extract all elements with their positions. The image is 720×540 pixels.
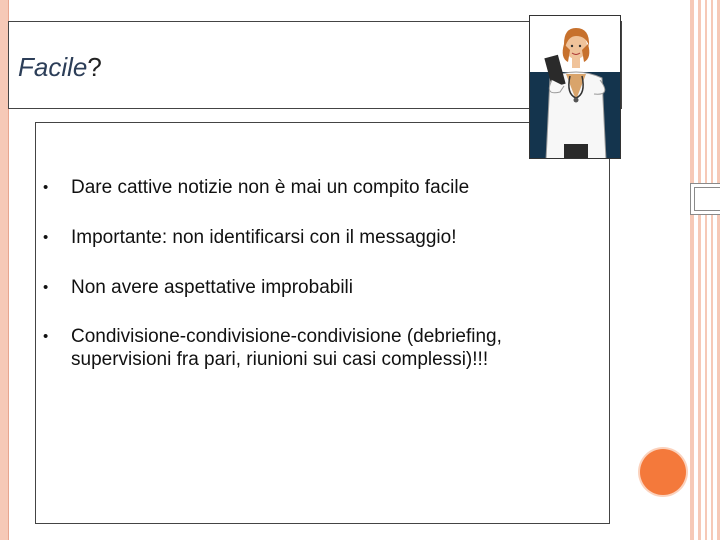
stripe xyxy=(698,0,701,540)
stripe xyxy=(705,0,707,540)
right-decorative-stripes xyxy=(690,0,720,540)
left-decorative-rail xyxy=(0,0,8,540)
title-italic: Facile xyxy=(18,52,88,82)
bullet-item xyxy=(43,325,603,371)
bullet-marker: • xyxy=(43,279,49,296)
right-decorative-box-inner xyxy=(694,187,720,211)
bullet-item xyxy=(43,226,603,249)
orange-circle-decoration xyxy=(640,449,686,495)
bullet-text: Importante: non identificarsi con il messaggio! xyxy=(71,227,457,248)
bullet-marker: • xyxy=(43,229,49,246)
stripe xyxy=(711,0,713,540)
bullet-text: Dare cattive notizie non è mai un compito facile xyxy=(71,177,470,198)
title-suffix: ? xyxy=(87,52,102,82)
bullet-text: Condivisione-condivisione-condivisione (debriefing, supervisioni fra pari, riunioni sui casi complessi)!!! xyxy=(71,326,502,370)
doctor-illustration xyxy=(530,16,621,159)
bullet-item xyxy=(43,176,603,199)
bullet-marker: • xyxy=(43,179,49,196)
doctor-clipart-icon xyxy=(529,15,621,159)
bullet-item xyxy=(43,276,603,299)
bullet-text: Non avere aspettative improbabili xyxy=(71,277,353,298)
stripe xyxy=(690,0,694,540)
bullet-list xyxy=(43,176,603,371)
bullet-marker: • xyxy=(43,328,49,345)
slide-title xyxy=(18,52,102,83)
